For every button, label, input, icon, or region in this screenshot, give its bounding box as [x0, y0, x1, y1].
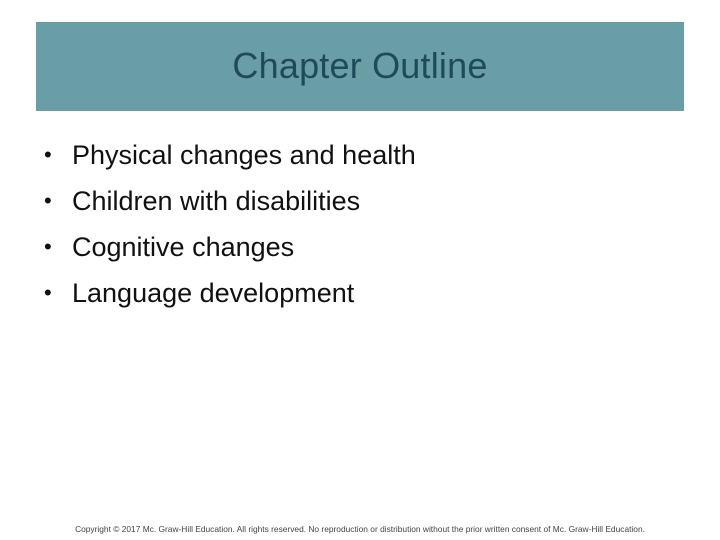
list-item-label: Children with disabilities [72, 185, 361, 216]
bullet-icon: • [44, 234, 52, 259]
slide-title: Chapter Outline [232, 44, 488, 86]
list-item-label: Physical changes and health [72, 139, 416, 170]
bullet-icon: • [44, 188, 52, 213]
list-item-label: Language development [72, 277, 355, 308]
bullet-icon: • [44, 142, 52, 167]
list-item-label: Cognitive changes [72, 231, 295, 262]
list-item [44, 132, 416, 178]
list-item [44, 224, 416, 270]
bullet-icon: • [44, 280, 52, 305]
list-item [44, 178, 416, 224]
list-item [44, 270, 416, 316]
chapter-outline-list [44, 132, 416, 316]
title-bar [36, 22, 684, 111]
copyright-footer: Copyright © 2017 Mc. Graw-Hill Education. All rights reserved. No reproduction or distribution without the prior written consent of Mc. Graw-Hill Education. [75, 524, 645, 534]
